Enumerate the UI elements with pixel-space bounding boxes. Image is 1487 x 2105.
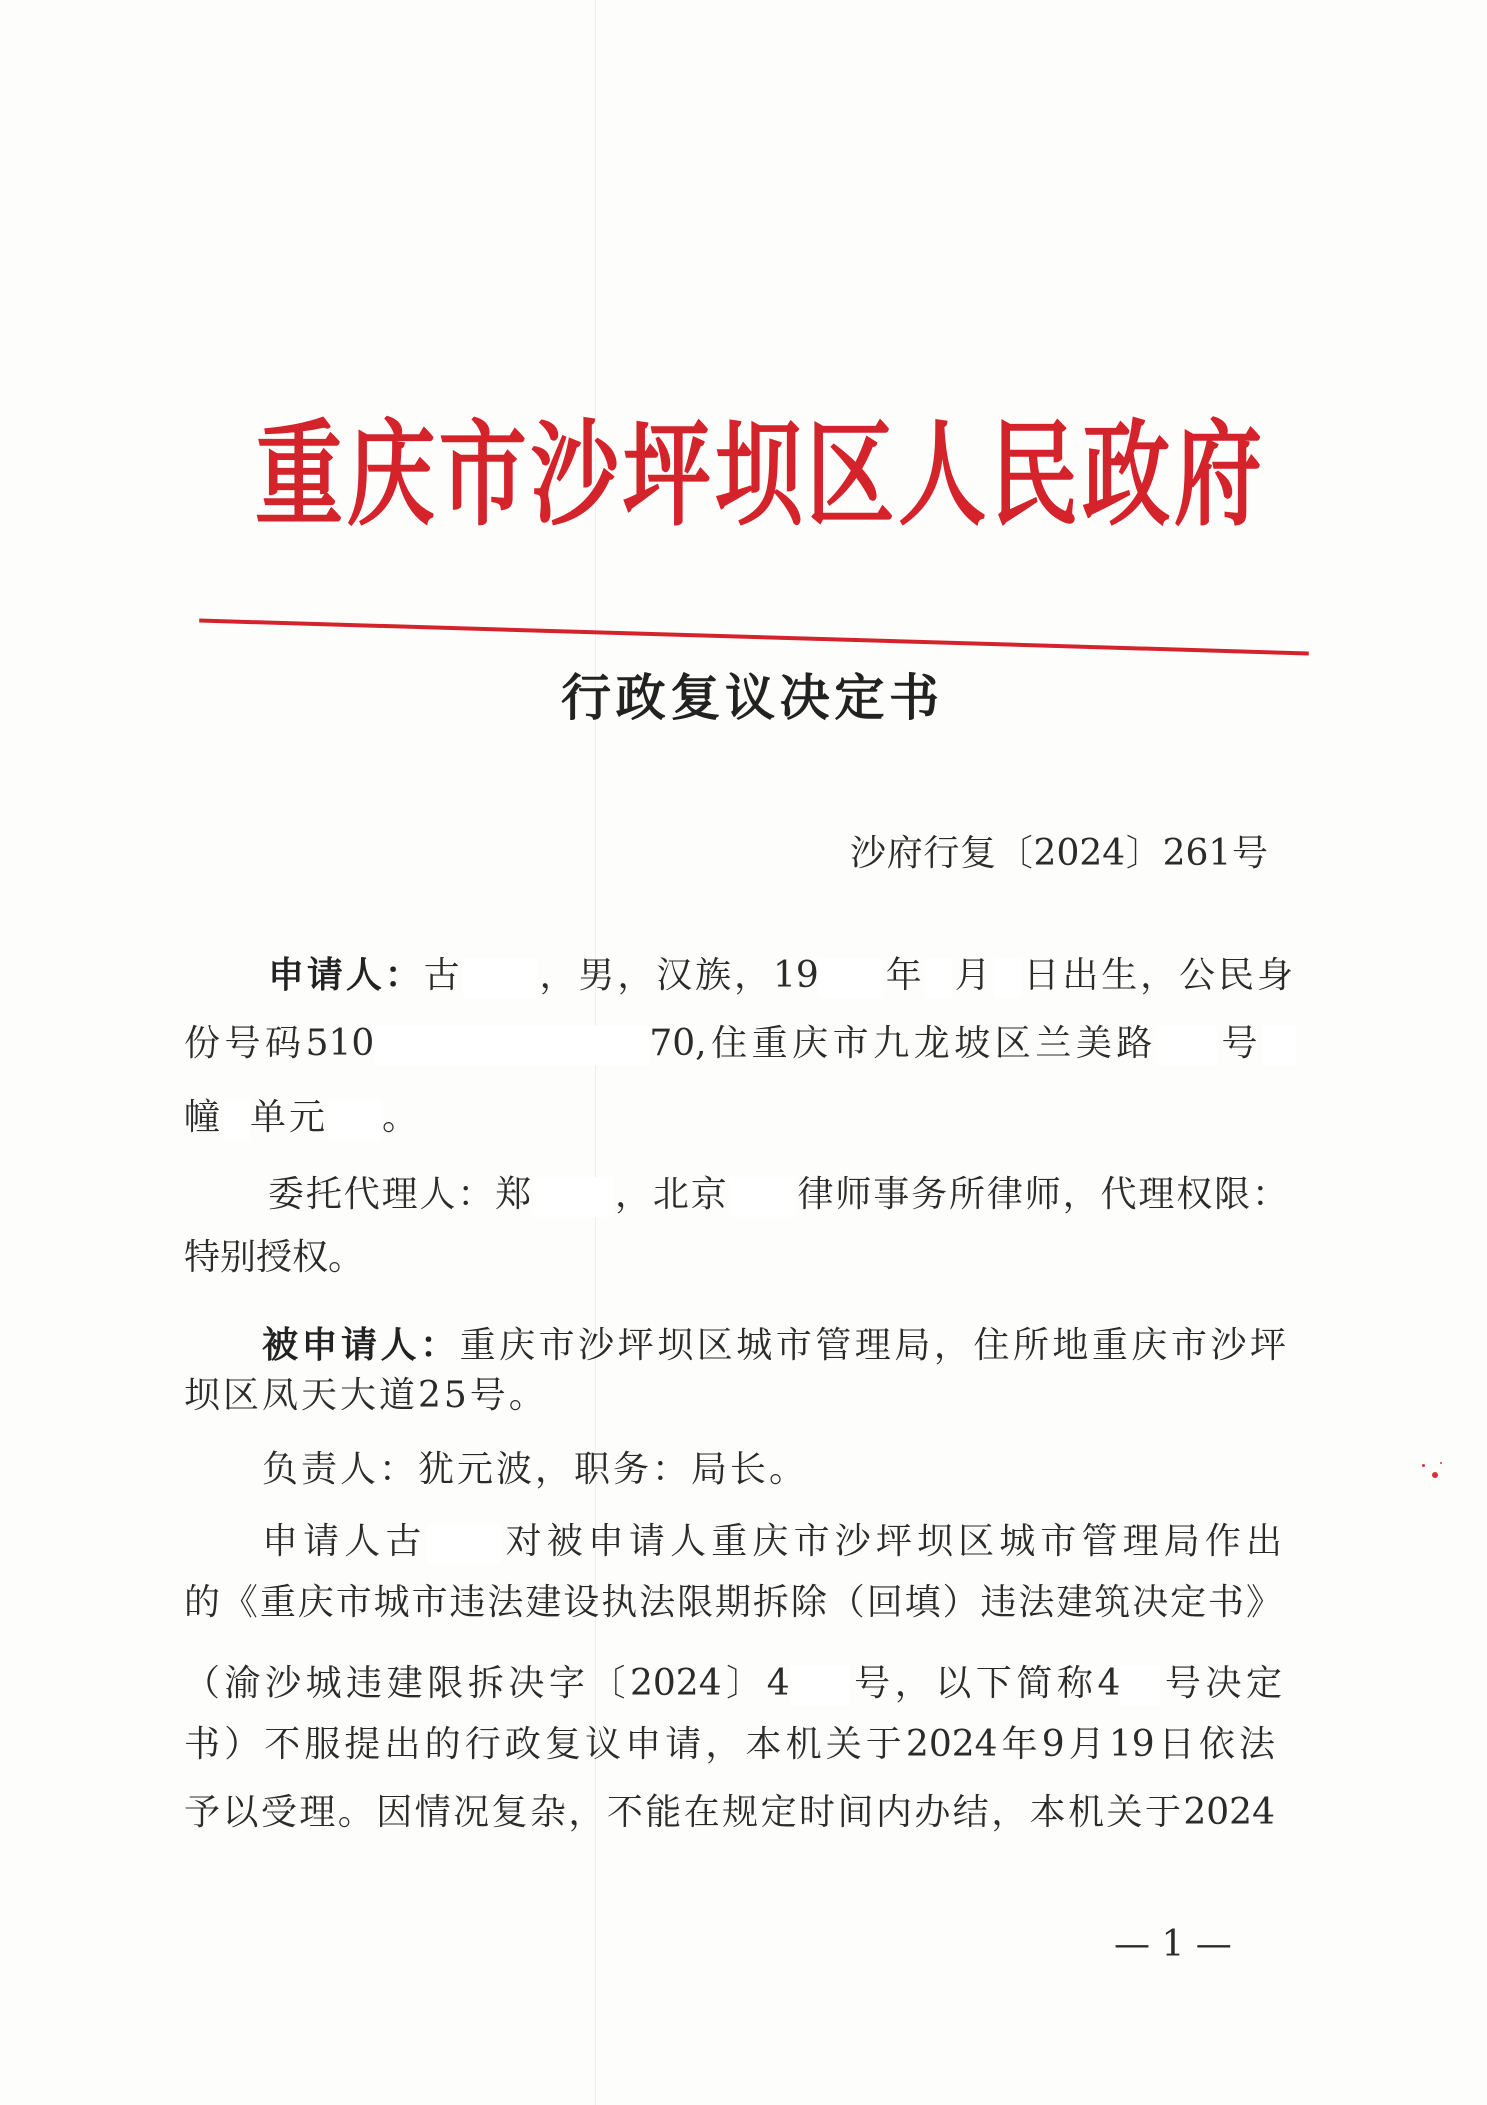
background-line-2 <box>184 1579 1282 1627</box>
redaction-block <box>223 1100 250 1140</box>
text-segment: ，男，汉族，19 <box>536 955 819 996</box>
text-segment: （渝沙城违建限拆决字〔2024〕4 <box>184 1663 790 1704</box>
applicant-line-1 <box>268 952 1293 1000</box>
redaction-block <box>925 958 952 998</box>
text-segment: 古 <box>423 955 463 996</box>
redaction-block <box>427 1524 501 1564</box>
applicant-line-3 <box>184 1094 421 1142</box>
agent-line-1 <box>268 1171 1288 1219</box>
agent-line-2 <box>184 1234 364 1282</box>
respondent-label: 被申请人： <box>262 1325 460 1366</box>
background-line-3 <box>184 1660 1282 1708</box>
issuer-red-header: 重庆市沙坪坝区人民政府 <box>255 406 1262 542</box>
text-segment: 份号码510 <box>184 1023 375 1064</box>
text-segment: 对被申请人重庆市沙坪坝区城市管理局作出 <box>500 1521 1282 1562</box>
text-segment: 律师事务所律师，代理权限： <box>795 1174 1288 1215</box>
text-segment: 申请人古 <box>262 1521 427 1562</box>
text-segment: 。 <box>382 1097 422 1138</box>
red-header-rule <box>199 619 1309 656</box>
background-line-4 <box>184 1721 1275 1769</box>
redaction-block <box>374 1026 649 1066</box>
text-segment: 委托代理人：郑 <box>268 1174 534 1215</box>
background-line-1 <box>262 1518 1282 1566</box>
text-segment: 号 <box>1216 1023 1262 1064</box>
redaction-block <box>1157 1026 1217 1066</box>
respondent-line-1 <box>262 1322 1286 1370</box>
redaction-block <box>463 958 537 998</box>
redaction-block <box>729 1177 796 1217</box>
text-segment: 月 <box>951 955 994 996</box>
text-segment: 幢 <box>184 1097 224 1138</box>
text-segment: 的《重庆市城市违法建设执法限期拆除（回填）违法建筑决定书》 <box>184 1582 1282 1623</box>
background-line-5 <box>184 1789 1275 1837</box>
document-number: 沙府行复〔2024〕261号 <box>850 833 1268 874</box>
text-segment: 单元 <box>250 1097 329 1138</box>
responsible-person-line <box>262 1446 808 1494</box>
text-segment: 号，以下简称4 <box>849 1663 1121 1704</box>
text-segment: 号决定 <box>1160 1663 1282 1704</box>
text-segment: 特别授权。 <box>184 1237 365 1278</box>
ink-speck <box>1440 1462 1442 1464</box>
text-segment: 日出生，公民身 <box>1020 955 1293 996</box>
redaction-block <box>533 1177 613 1217</box>
text-segment: 重庆市沙坪坝区城市管理局，住所地重庆市沙坪 <box>459 1325 1286 1366</box>
document-title: 行政复议决定书 <box>561 668 939 727</box>
redaction-block <box>994 958 1021 998</box>
text-segment: 坝区凤天大道25号。 <box>184 1375 548 1416</box>
ink-speck <box>1432 1472 1438 1478</box>
page-number: — 1 — <box>1114 1924 1232 1965</box>
redaction-block <box>1262 1026 1296 1066</box>
ink-speck <box>1422 1464 1425 1467</box>
applicant-line-2 <box>184 1020 1296 1068</box>
text-segment: 予以受理。因情况复杂，不能在规定时间内办结，本机关于2024 <box>184 1792 1275 1833</box>
text-segment: 70,住重庆市九龙坡区兰美路 <box>649 1023 1157 1064</box>
text-segment: ，北京 <box>613 1174 729 1215</box>
text-segment: 书）不服提出的行政复议申请，本机关于2024年9月19日依法 <box>184 1724 1275 1765</box>
text-segment: 负责人：犹元波，职务：局长。 <box>262 1449 809 1490</box>
text-segment: 年 <box>882 955 925 996</box>
redaction-block <box>328 1100 382 1140</box>
red-ink-specks <box>1418 1462 1448 1482</box>
applicant-label: 申请人： <box>268 955 424 996</box>
redaction-block <box>819 958 883 998</box>
respondent-line-2 <box>184 1372 548 1420</box>
redaction-block <box>1120 1666 1160 1706</box>
redaction-block <box>790 1666 850 1706</box>
